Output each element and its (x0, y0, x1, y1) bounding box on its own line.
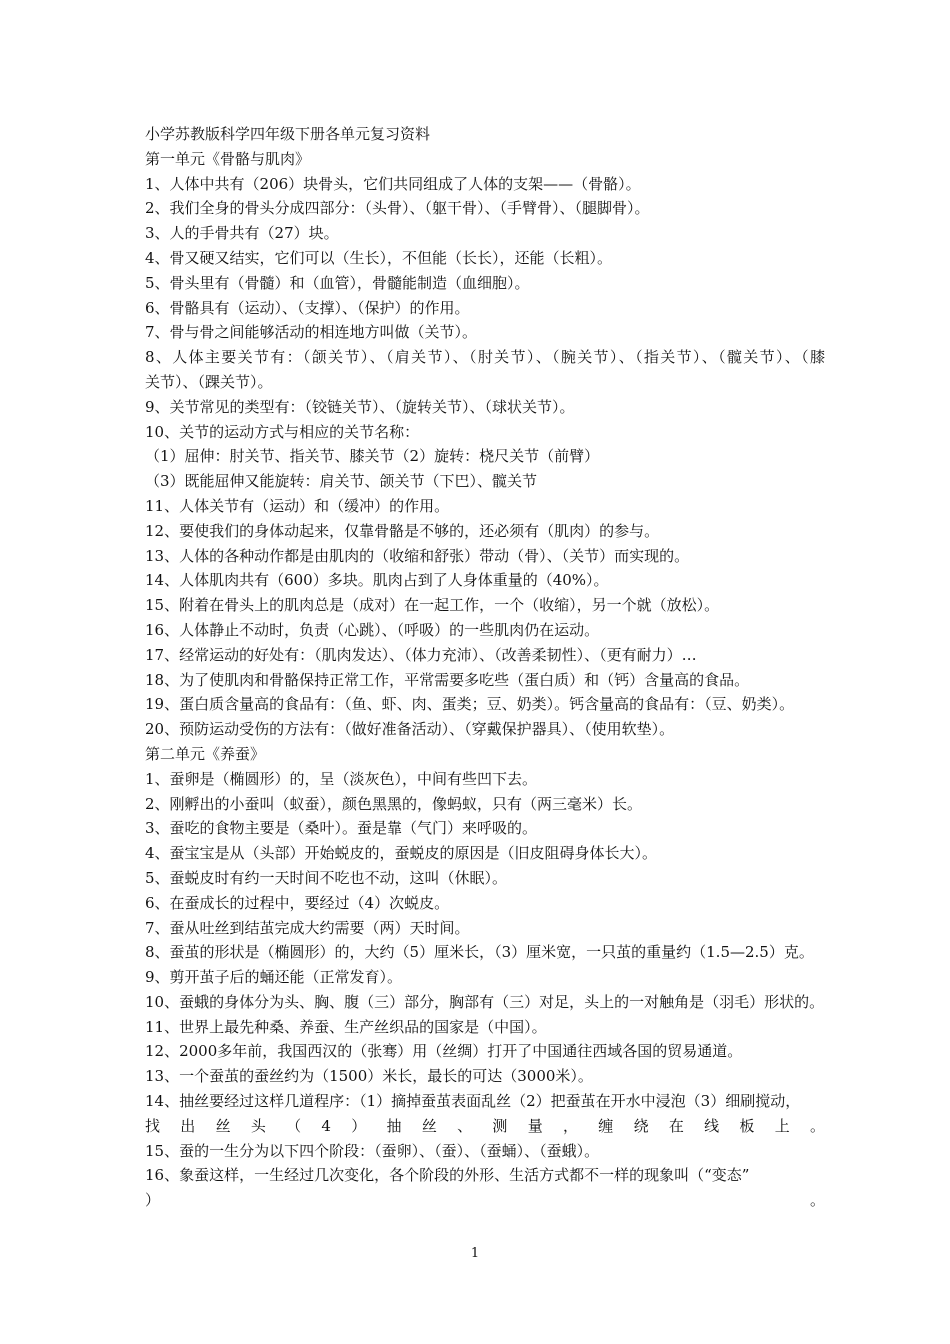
text-line: 15、附着在骨头上的肌肉总是（成对）在一起工作，一个（收缩），另一个就（放松）。 (145, 596, 720, 615)
text-line: 16、象蚕这样，一生经过几次变化，各个阶段的外形、生活方式都不一样的现象叫（“变态” (145, 1166, 750, 1185)
text-line: 17、经常运动的好处有：（肌肉发达）、（体力充沛）、（改善柔韧性）、（更有耐力）… (145, 645, 697, 664)
text-line: 10、关节的运动方式与相应的关节名称： (145, 422, 420, 441)
text-line: 7、骨与骨之间能够活动的相连地方叫做（关节）。 (145, 323, 478, 342)
text-line: ）。 (145, 1191, 825, 1210)
text-line: 18、为了使肌肉和骨骼保持正常工作，平常需要多吃些（蛋白质）和（钙）含量高的食品。 (145, 670, 750, 689)
document-title: 小学苏教版科学四年级下册各单元复习资料 (145, 125, 431, 143)
text-line: 10、蚕蛾的身体分为头、胸、腹（三）部分，胸部有（三）对足，头上的一对触角是（羽毛）形状的。 (145, 992, 825, 1011)
text-line: 4、骨又硬又结实，它们可以（生长），不但能（长长），还能（长粗）。 (145, 248, 613, 267)
text-line: 6、骨骼具有（运动）、（支撑）、（保护）的作用。 (145, 298, 470, 317)
text-line: 3、人的手骨共有（27）块。 (145, 224, 339, 243)
text-line: 20、预防运动受伤的方法有：（做好准备活动）、（穿戴保护器具）、（使用软垫）。 (145, 720, 675, 739)
text-line: （1）屈伸：肘关节、指关节、膝关节（2）旋转：桡尺关节（前臂） (145, 447, 600, 466)
document-lines (145, 147, 825, 1213)
text-line: 7、蚕从吐丝到结茧完成大约需要（两）天时间。 (145, 918, 470, 937)
text-line: 19、蛋白质含量高的食品有：（鱼、虾、肉、蛋类；豆、奶类）。钙含量高的食品有：（豆、奶类）。 (145, 695, 795, 714)
text-line: 13、一个蚕茧的蚕丝约为（1500）米长，最长的可达（3000米）。 (145, 1067, 593, 1086)
text-line: 找出丝头（4）抽丝、测量，缠绕在线板上。 (145, 1116, 825, 1135)
text-line: 6、在蚕成长的过程中，要经过（4）次蜕皮。 (145, 893, 450, 912)
text-line: 2、刚孵出的小蚕叫（蚁蚕），颜色黑黑的，像蚂蚁，只有（两三毫米）长。 (145, 794, 643, 813)
text-line: 11、世界上最先种桑、养蚕、生产丝织品的国家是（中国）。 (145, 1017, 547, 1036)
text-line: 8、人体主要关节有：（颌关节）、（肩关节）、（肘关节）、（腕关节）、（指关节）、（髋关节）、（膝 (145, 348, 825, 367)
text-line: 14、人体肌肉共有（600）多块。肌肉占到了人身体重量的（40%）。 (145, 571, 609, 590)
text-line: 5、骨头里有（骨髓）和（血管），骨髓能制造（血细胞）。 (145, 273, 530, 292)
section-heading: 第二单元《养蚕》 (145, 744, 266, 763)
text-line: 13、人体的各种动作都是由肌肉的（收缩和舒张）带动（骨）、（关节）而实现的。 (145, 546, 690, 565)
text-line: 12、2000多年前，我国西汉的（张骞）用（丝绸）打开了中国通往西域各国的贸易通道。 (145, 1042, 743, 1061)
text-line: 2、我们全身的骨头分成四部分：（头骨）、（躯干骨）、（手臂骨）、（腿脚骨）。 (145, 199, 650, 218)
text-line: （3）既能屈伸又能旋转：肩关节、颌关节（下巴）、髋关节 (145, 472, 538, 491)
text-line: 11、人体关节有（运动）和（缓冲）的作用。 (145, 496, 450, 515)
text-line: 1、蚕卵是（椭圆形）的，呈（淡灰色），中间有些凹下去。 (145, 769, 538, 788)
page-number: 1 (470, 1246, 480, 1261)
text-line: 5、蚕蜕皮时有约一天时间不吃也不动，这叫（休眠）。 (145, 868, 508, 887)
text-line: 1、人体中共有（206）块骨头，它们共同组成了人体的支架——（骨骼）。 (145, 174, 641, 193)
document-body (145, 122, 825, 1213)
text-line: 3、蚕吃的食物主要是（桑叶）。蚕是靠（气门）来呼吸的。 (145, 819, 538, 838)
text-line: 关节）、（踝关节）。 (145, 372, 273, 391)
text-line: 15、蚕的一生分为以下四个阶段：（蚕卵）、（蚕）、（蚕蛹）、（蚕蛾）。 (145, 1141, 600, 1160)
text-line: 14、抽丝要经过这样几道程序：（1）摘掉蚕茧表面乱丝（2）把蚕茧在开水中浸泡（3）细刷搅动， (145, 1092, 801, 1111)
section-heading: 第一单元《骨骼与肌肉》 (145, 149, 311, 168)
text-line: 9、剪开茧子后的蛹还能（正常发育）。 (145, 968, 403, 987)
text-line: 8、蚕茧的形状是（椭圆形）的，大约（5）厘米长，（3）厘米宽，一只茧的重量约（1.5—2.5）克。 (145, 943, 814, 962)
text-line: 9、关节常见的类型有：（铰链关节）、（旋转关节）、（球状关节）。 (145, 397, 575, 416)
text-line: 12、要使我们的身体动起来，仅靠骨骼是不够的，还必须有（肌肉）的参与。 (145, 521, 660, 540)
text-line: 4、蚕宝宝是从（头部）开始蜕皮的，蚕蜕皮的原因是（旧皮阻碍身体长大）。 (145, 844, 658, 863)
text-line: 16、人体静止不动时，负责（心跳）、（呼吸）的一些肌肉仍在运动。 (145, 620, 600, 639)
